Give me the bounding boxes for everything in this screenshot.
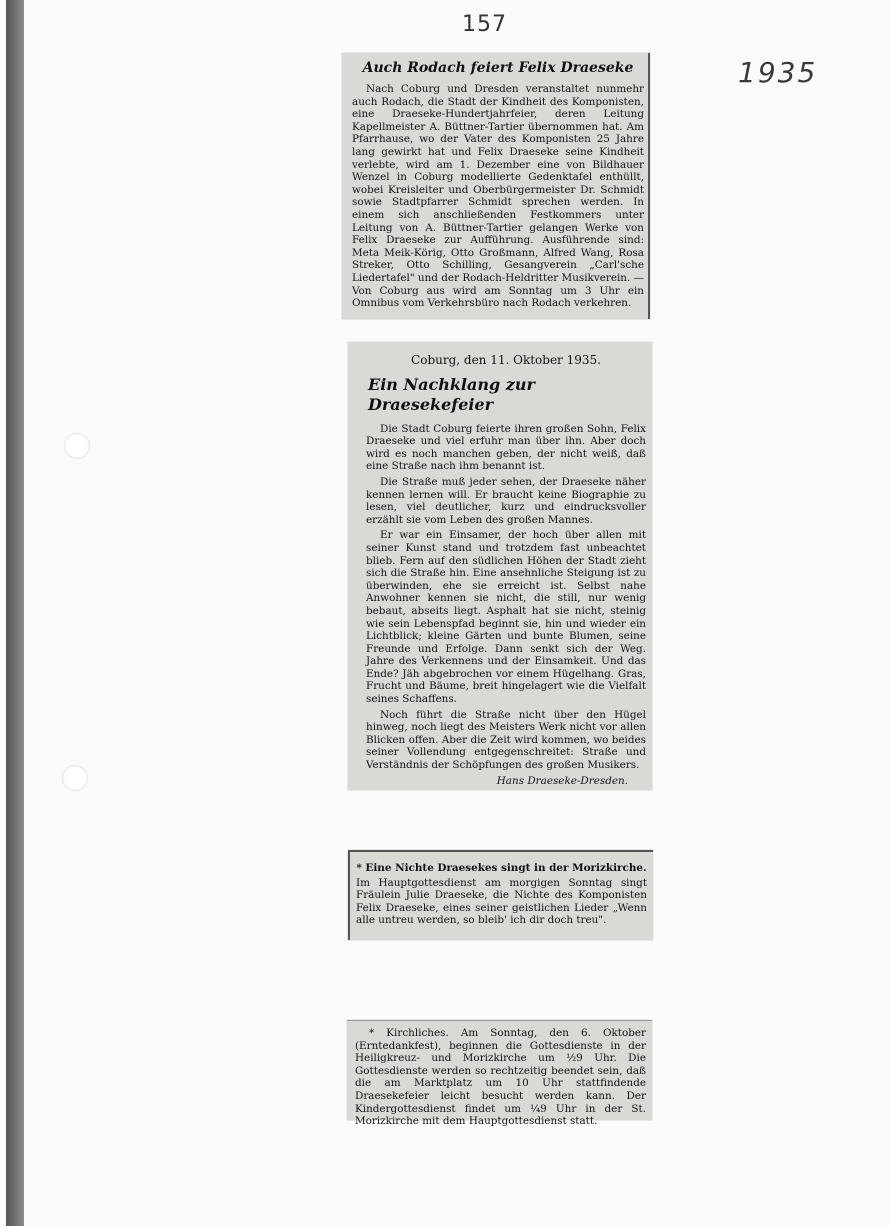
clipping-kirchliches: [347, 1020, 652, 1128]
clipping-paragraph: Er war ein Einsamer, der hoch über allen mit seiner Kunst stand und trotzdem fast unbeachtet blieb. Fern auf den südlichen Höhen der Stadt zieht sich die Straße hin. Eine ansehnliche Steigung ist zu überwinden, ehe sie erreicht ist. Selbst nahe Anwohner kennen sie nicht, die still, nur wenig bebaut, abseits liegt. Asphalt hat sie nicht, steinig wie sein Lebenspfad beginnt sie, hin und wieder ein Lichtblick; kleine Gärten und bunte Blumen, seine Freunde und Erfolge. Dann senkt sich der Weg. Jahre des Verkennens und der Einsamkeit. Und das Ende? Jäh abgebrochen vor einem Hügelhang. Gras, Frucht und Bäume, breit hingelagert wie die Vielfalt seines Schaffens.: [366, 529, 646, 706]
clipping-nachklang: [348, 342, 652, 790]
punch-hole-top: [64, 433, 90, 459]
clipping-headline: Ein Nachklang zur Draesekefeier: [368, 374, 535, 414]
clipping-headline: Auch Rodach feiert Felix Draeseke: [362, 60, 634, 76]
clipping-body: Nach Coburg und Dresden veranstaltet nunmehr auch Rodach, die Stadt der Kindheit des Komponisten, eine Draeseke-Hundertjahrfeier, deren Leitung Kapellmeister A. Büttner-Tartier übernommen hat. Am Pfarrhause, wo der Vater des Komponisten 25 Jahre lang gewirkt hat und Felix Draeseke seine Kindheit verlebte, wird am 1. Dezember eine von Bildhauer Wenzel in Coburg modellierte Gedenktafel enthüllt, wobei Kreisleiter und Oberbürgermeister Dr. Schmidt sowie Stadtpfarrer Schmidt sprechen werden. In einem sich anschließenden Festkommers unter Leitung von A. Büttner-Tartier gelangen Werke von Felix Draeseke zur Aufführung. Ausführende sind: Meta Meik-Körig, Otto Großmann, Alfred Wang, Rosa Streker, Otto Schilling, Gesangverein „Carl'sche Liedertafel" und der Rodach-Heldritter Musikverein. — Von Coburg aus wird am Sonntag um 3 Uhr ein Omnibus vom Verkehrsbüro nach Rodach verkehren.: [352, 83, 644, 310]
clipping-paragraph: Die Straße muß jeder sehen, der Draeseke näher kennen lernen will. Er braucht keine Biographie zu lesen, viel deutlicher, kurz und eindrucksvoller erzählt sie vom Leben des großen Mannes.: [366, 475, 646, 526]
clipping-dateline: Coburg, den 11. Oktober 1935.: [411, 353, 601, 367]
clipping-body: * Kirchliches. Am Sonntag, den 6. Oktober (Erntedankfest), beginnen die Gottesdienste in der Heiligkreuz- und Morizkirche um ½9 Uhr. Die Gottesdienste werden so rechtzeitig beendet sein, daß die am Marktplatz um 10 Uhr stattfindende Draesekefeier leicht besucht werden kann. Der Kindergottesdienst findet um ¼9 Uhr in der St. Morizkirche mit dem Hauptgottesdienst statt.: [355, 1027, 646, 1128]
clipping-edge: [348, 852, 350, 940]
clipping-body: Im Hauptgottesdienst am morgigen Sonntag singt Fräulein Julie Draeseke, die Nichte des Komponisten Felix Draeseke, eines seiner geistlichen Lieder „Wenn alle untreu werden, so bleib' ich dir doch treu".: [356, 876, 647, 927]
page-number-annotation: 157: [462, 12, 507, 37]
clipping-rodach: [342, 53, 650, 319]
clipping-headline: * Eine Nichte Draesekes singt in der Morizkirche.: [356, 862, 647, 874]
binder-edge: [6, 0, 24, 1226]
clipping-signature: Hans Draeseke-Dresden.: [496, 774, 628, 787]
clipping-paragraph: Noch führt die Straße nicht über den Hügel hinweg, noch liegt des Meisters Werk nicht vor allen Blicken offen. Aber die Zeit wird kommen, wo beides seiner Vollendung entgegenschreitet: Straße und Verständnis der Schöpfungen des großen Musikers.: [366, 708, 646, 772]
clipping-paragraph: Die Stadt Coburg feierte ihren großen Sohn, Felix Draeseke und viel erfuhr man über ihn. Aber doch wird es noch manchen geben, der nicht weiß, daß eine Straße nach ihm benannt ist.: [366, 422, 646, 473]
clipping-edge: [648, 53, 650, 319]
year-annotation: 1935: [738, 56, 818, 89]
punch-hole-bottom: [62, 765, 88, 791]
clipping-nichte: [348, 850, 653, 940]
